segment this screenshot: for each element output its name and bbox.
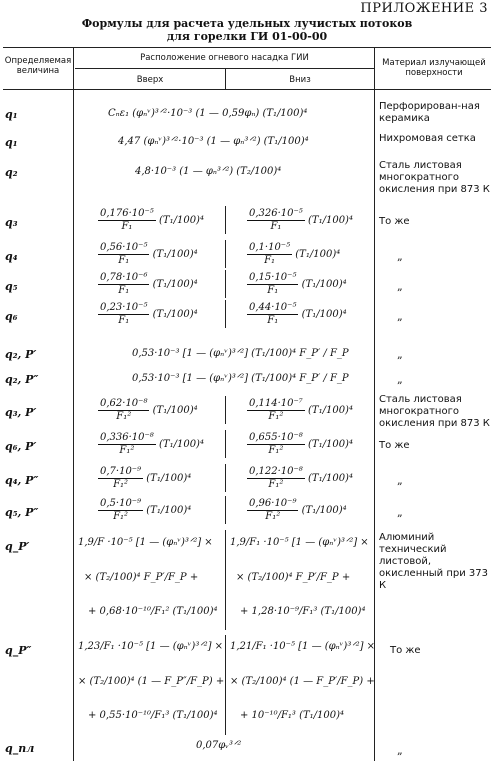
- row-label: q₂, P′: [5, 348, 37, 361]
- numerator: 0,176·10⁻⁵: [100, 208, 154, 219]
- row-label: q₆, P′: [5, 440, 37, 453]
- row-label: q₁: [5, 136, 18, 149]
- row-label: q₄, P″: [5, 474, 39, 487]
- row-material: „: [397, 373, 403, 386]
- split-line: [225, 496, 226, 524]
- formula-up-line: × (T₂/100)⁴ F_P′/F_P +: [84, 572, 199, 583]
- row-material: „: [397, 506, 403, 519]
- page-title: [0, 17, 494, 43]
- row-material: „: [397, 474, 403, 487]
- formula-down: [247, 498, 347, 523]
- row-label: q₃: [5, 216, 18, 229]
- numerator: 0,15·10⁻⁵: [249, 272, 297, 283]
- title-line-1: Формулы для расчета удельных лучистых потоков: [81, 17, 413, 30]
- split-line: [225, 635, 226, 735]
- row-label: q₂, P″: [5, 373, 39, 386]
- row-material: То же: [379, 216, 410, 227]
- row-formula: 4,8·10⁻³ (1 — φₙ³ᐟ²) (T₂/100)⁴: [135, 166, 282, 177]
- numerator: 0,56·10⁻⁵: [100, 242, 148, 253]
- row-label: q_пл: [5, 742, 35, 755]
- denominator: F₁: [118, 255, 130, 266]
- denominator: F₁: [267, 315, 279, 326]
- formula-down: [247, 242, 340, 267]
- formula-up: [98, 398, 198, 423]
- t1-factor: (T₁/100)⁴: [308, 439, 353, 450]
- formula-down: [247, 432, 353, 457]
- row-label: q₃, P′: [5, 406, 37, 419]
- row-label: q₂: [5, 166, 18, 179]
- split-line: [225, 270, 226, 298]
- denominator: F₁: [264, 255, 276, 266]
- row-label: q₆: [5, 310, 18, 323]
- denominator: F₁²: [116, 411, 132, 422]
- t1-factor: (T₁/100)⁴: [159, 439, 204, 450]
- denominator: F₁: [118, 315, 130, 326]
- row-material: Нихромовая сетка: [379, 133, 476, 144]
- formula-down-line: + 1,28·10⁻⁹/F₁³ (T₁/100)⁴: [240, 606, 366, 617]
- numerator: 0,114·10⁻⁷: [249, 398, 303, 409]
- formula-up: [98, 498, 191, 523]
- row-formula: 0,53·10⁻³ [1 — (φₙᵛ)³ᐟ²] (T₁/100)⁴ F_P′ / F_P: [132, 373, 349, 384]
- row-material: Сталь листовая многократного окисления при 873 К: [379, 160, 490, 195]
- col1-divider: [73, 47, 74, 761]
- numerator: 0,23·10⁻⁵: [100, 302, 148, 313]
- denominator: F₁²: [113, 511, 129, 522]
- header-material: Материал излучающей поверхности: [382, 58, 486, 78]
- t1-factor: (T₁/100)⁴: [301, 309, 347, 320]
- row-label: q₅, P″: [5, 506, 39, 519]
- row-material: Сталь листовая многократного окисления при 873 К: [379, 394, 490, 429]
- row-material: То же: [390, 645, 421, 656]
- header-quantity: Определяемая величина: [4, 56, 72, 76]
- t1-factor: (T₁/100)⁴: [152, 279, 198, 290]
- col3-divider: [374, 47, 375, 761]
- row-label: q₁: [5, 108, 18, 121]
- split-line: [225, 430, 226, 458]
- t1-factor: (T₁/100)⁴: [301, 279, 347, 290]
- row-material: „: [397, 348, 403, 361]
- t1-factor: (T₁/100)⁴: [308, 473, 353, 484]
- numerator: 0,78·10⁻⁶: [100, 272, 148, 283]
- split-line: [225, 206, 226, 234]
- formula-up-line: 1,23/F₁ ·10⁻⁵ [1 — (φₙᵛ)³ᐟ²] ×: [78, 641, 224, 652]
- formula-down-line: 1,21/F₁ ·10⁻⁵ [1 — (φₙᵛ)³ᐟ²] ×: [230, 641, 376, 652]
- row-formula: Cₙε₁ (φₙᵛ)³ᐟ²·10⁻³ (1 — 0,59φₙ) (T₁/100)⁴: [108, 108, 308, 119]
- row-formula: 4,47 (φₙᵛ)³ᐟ²·10⁻³ (1 — φₙ³ᐟ²) (T₁/100)⁴: [118, 136, 309, 147]
- row-label: q₄: [5, 250, 18, 263]
- numerator: 0,5·10⁻⁹: [100, 498, 142, 509]
- t1-factor: (T₁/100)⁴: [146, 473, 192, 484]
- numerator: 0,62·10⁻⁸: [100, 398, 148, 409]
- formula-up: [98, 432, 204, 457]
- row-formula: 0,53·10⁻³ [1 — (φₙᵛ)³ᐟ²] (T₁/100)⁴ F_P′ / F_P: [132, 348, 349, 359]
- denominator: F₁²: [268, 445, 284, 456]
- t1-factor: (T₁/100)⁴: [308, 405, 353, 416]
- formula-down-line: + 10⁻¹⁰/F₁³ (T₁/100)⁴: [240, 710, 345, 721]
- formula-up-line: × (T₂/100)⁴ (1 — F_P″/F_P) +: [78, 676, 225, 687]
- numerator: 0,44·10⁻⁵: [249, 302, 297, 313]
- row-formula: 0,07φᵥ³ᐟ²: [196, 740, 242, 751]
- t1-factor: (T₁/100)⁴: [308, 215, 353, 226]
- denominator: F₁²: [268, 411, 284, 422]
- formula-up: [98, 272, 198, 297]
- row-label: q_P″: [5, 644, 32, 657]
- t1-factor: (T₁/100)⁴: [152, 309, 198, 320]
- row-label: q₅: [5, 280, 18, 293]
- formula-up-line: 1,9/F ·10⁻⁵ [1 — (φₙᵛ)³ᐟ²] ×: [78, 537, 213, 548]
- formula-up: [98, 208, 204, 233]
- title-line-2: для горелки ГИ 01-00-00: [166, 30, 328, 43]
- formula-down: [247, 272, 347, 297]
- formula-down: [247, 398, 353, 423]
- header-bottom-border: [3, 89, 491, 90]
- formula-up: [98, 242, 198, 267]
- header-arrangement: Расположение огневого насадка ГИИ: [140, 53, 309, 63]
- t1-factor: (T₁/100)⁴: [159, 215, 204, 226]
- denominator: F₁²: [113, 479, 129, 490]
- row-material: „: [397, 744, 403, 757]
- row-material: „: [397, 250, 403, 263]
- numerator: 0,96·10⁻⁹: [249, 498, 297, 509]
- denominator: F₁²: [265, 511, 281, 522]
- table-top-border: [3, 47, 491, 48]
- row-material: „: [397, 310, 403, 323]
- formula-down: [247, 466, 353, 491]
- split-line: [225, 464, 226, 492]
- denominator: F₁: [270, 221, 282, 232]
- formula-up-line: + 0,68·10⁻¹⁰/F₁² (T₁/100)⁴: [88, 606, 218, 617]
- row-label: q_P′: [5, 540, 30, 553]
- split-line: [225, 300, 226, 328]
- denominator: F₁: [267, 285, 279, 296]
- formula-down-line: × (T₂/100)⁴ (1 — F_P′/F_P) +: [230, 676, 375, 687]
- denominator: F₁²: [119, 445, 135, 456]
- numerator: 0,336·10⁻⁸: [100, 432, 154, 443]
- t1-factor: (T₁/100)⁴: [152, 249, 198, 260]
- formula-down: [247, 302, 347, 327]
- split-line: [225, 530, 226, 630]
- split-line: [225, 240, 226, 268]
- denominator: F₁²: [268, 479, 284, 490]
- numerator: 0,1·10⁻⁵: [249, 242, 291, 253]
- numerator: 0,7·10⁻⁹: [100, 466, 142, 477]
- numerator: 0,655·10⁻⁸: [249, 432, 303, 443]
- denominator: F₁: [118, 285, 130, 296]
- t1-factor: (T₁/100)⁴: [295, 249, 341, 260]
- row-material: „: [397, 280, 403, 293]
- header-up: Вверх: [136, 75, 164, 85]
- row-material: Алюминий технический листовой, окисленный при 373 К: [379, 532, 488, 591]
- formula-down-line: × (T₂/100)⁴ F_P′/F_P +: [236, 572, 351, 583]
- appendix-label: ПРИЛОЖЕНИЕ 3: [360, 1, 488, 16]
- formula-up: [98, 302, 198, 327]
- row-material: То же: [379, 440, 410, 451]
- row-material: Перфорирован-ная керамика: [379, 101, 480, 124]
- formula-down: [247, 208, 353, 233]
- numerator: 0,326·10⁻⁵: [249, 208, 303, 219]
- formula-up-line: + 0,55·10⁻¹⁰/F₁³ (T₁/100)⁴: [88, 710, 218, 721]
- split-line: [225, 396, 226, 424]
- formula-down-line: 1,9/F₁ ·10⁻⁵ [1 — (φₙᵛ)³ᐟ²] ×: [230, 537, 369, 548]
- formula-up: [98, 466, 191, 491]
- numerator: 0,122·10⁻⁸: [249, 466, 303, 477]
- t1-factor: (T₁/100)⁴: [146, 505, 192, 516]
- header-down: Вниз: [289, 75, 311, 85]
- denominator: F₁: [121, 221, 133, 232]
- t1-factor: (T₁/100)⁴: [152, 405, 198, 416]
- t1-factor: (T₁/100)⁴: [301, 505, 347, 516]
